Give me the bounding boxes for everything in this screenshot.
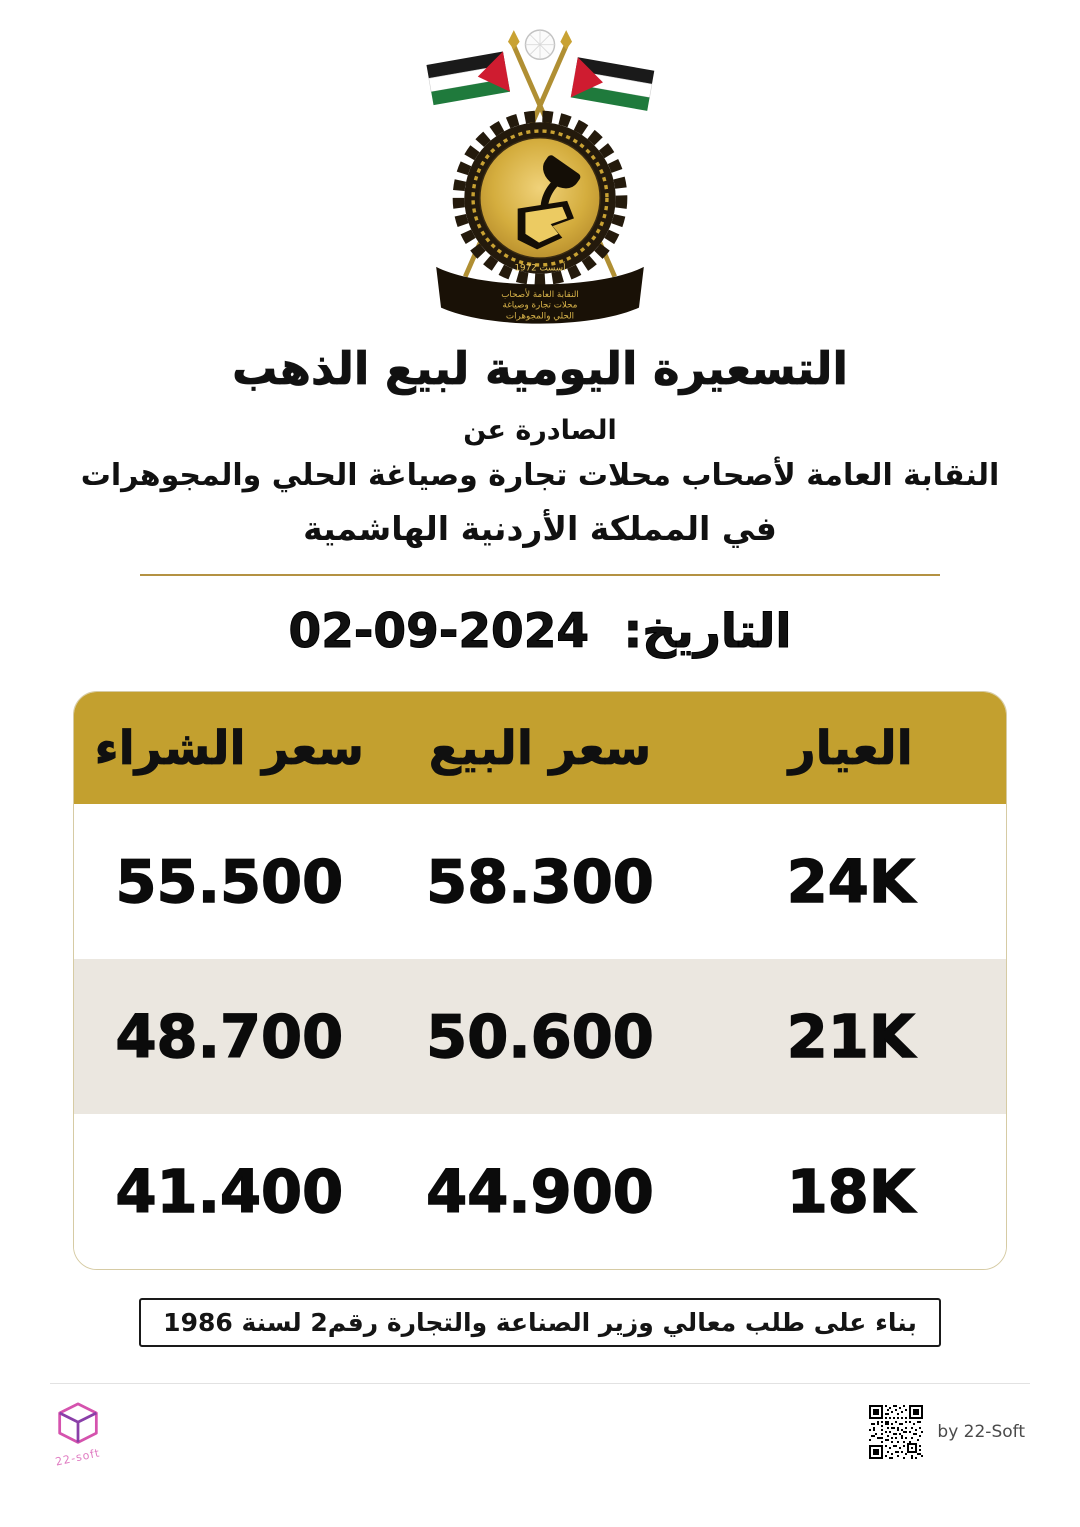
qr-code-icon — [867, 1403, 925, 1461]
table-header-row — [74, 692, 1006, 804]
banner-line2: محلات تجارة وصياغة — [502, 300, 578, 311]
cube-logo-icon — [56, 1400, 100, 1448]
legal-note: بناء على طلب معالي وزير الصناعة والتجارة رقم2 لسنة 1986 — [139, 1298, 941, 1347]
jordan-flag-left-icon — [426, 52, 510, 106]
table-row — [74, 959, 1006, 1114]
cell-buy-price: 41.400 — [115, 1157, 344, 1226]
header-buy-price: سعر الشراء — [94, 720, 364, 776]
header-karat: العيار — [788, 720, 913, 776]
date-value: 02-09-2024 — [288, 604, 590, 659]
cell-buy-price: 48.700 — [115, 1002, 344, 1071]
brand-label: 22-soft — [54, 1446, 102, 1469]
spear-tip-left-icon — [508, 30, 520, 49]
footer-bar — [0, 1384, 1080, 1469]
page-title: التسعيرة اليومية لبيع الذهب — [232, 342, 848, 395]
issued-by-label: الصادرة عن — [463, 415, 617, 446]
banner-line3: الحلي والمجوهرات — [505, 311, 575, 322]
cell-karat: 21K — [786, 1002, 915, 1071]
credit-block — [867, 1403, 1025, 1461]
cell-karat: 24K — [786, 847, 915, 916]
header-sell-price: سعر البيع — [428, 720, 652, 776]
cell-sell-price: 58.300 — [426, 847, 654, 916]
table-row — [74, 1114, 1006, 1269]
banner-line1: النقابة العامة لأصحاب — [501, 289, 579, 300]
issuer-country: في المملكة الأردنية الهاشمية — [303, 509, 777, 548]
diamond-icon — [525, 30, 554, 59]
syndicate-logo — [0, 0, 1080, 334]
logo-founded-text: أسست 1972 — [514, 263, 566, 274]
table-row — [74, 804, 1006, 959]
spear-tip-right-icon — [560, 30, 572, 49]
date-line — [0, 604, 1080, 659]
syndicate-emblem-icon — [409, 28, 671, 334]
date-label: التاريخ: — [623, 604, 792, 659]
issuer-name: النقابة العامة لأصحاب محلات تجارة وصياغة الحلي والمجوهرات — [80, 458, 1000, 493]
gear-emblem-icon — [458, 116, 621, 279]
brand-logo — [54, 1400, 102, 1469]
cell-buy-price: 55.500 — [115, 847, 344, 916]
jordan-flag-right-icon — [571, 57, 655, 111]
gold-divider — [140, 574, 940, 576]
price-table — [73, 691, 1007, 1270]
cell-sell-price: 50.600 — [426, 1002, 654, 1071]
credit-label: by 22-Soft — [937, 1422, 1025, 1442]
cell-sell-price: 44.900 — [426, 1157, 654, 1226]
cell-karat: 18K — [786, 1157, 915, 1226]
